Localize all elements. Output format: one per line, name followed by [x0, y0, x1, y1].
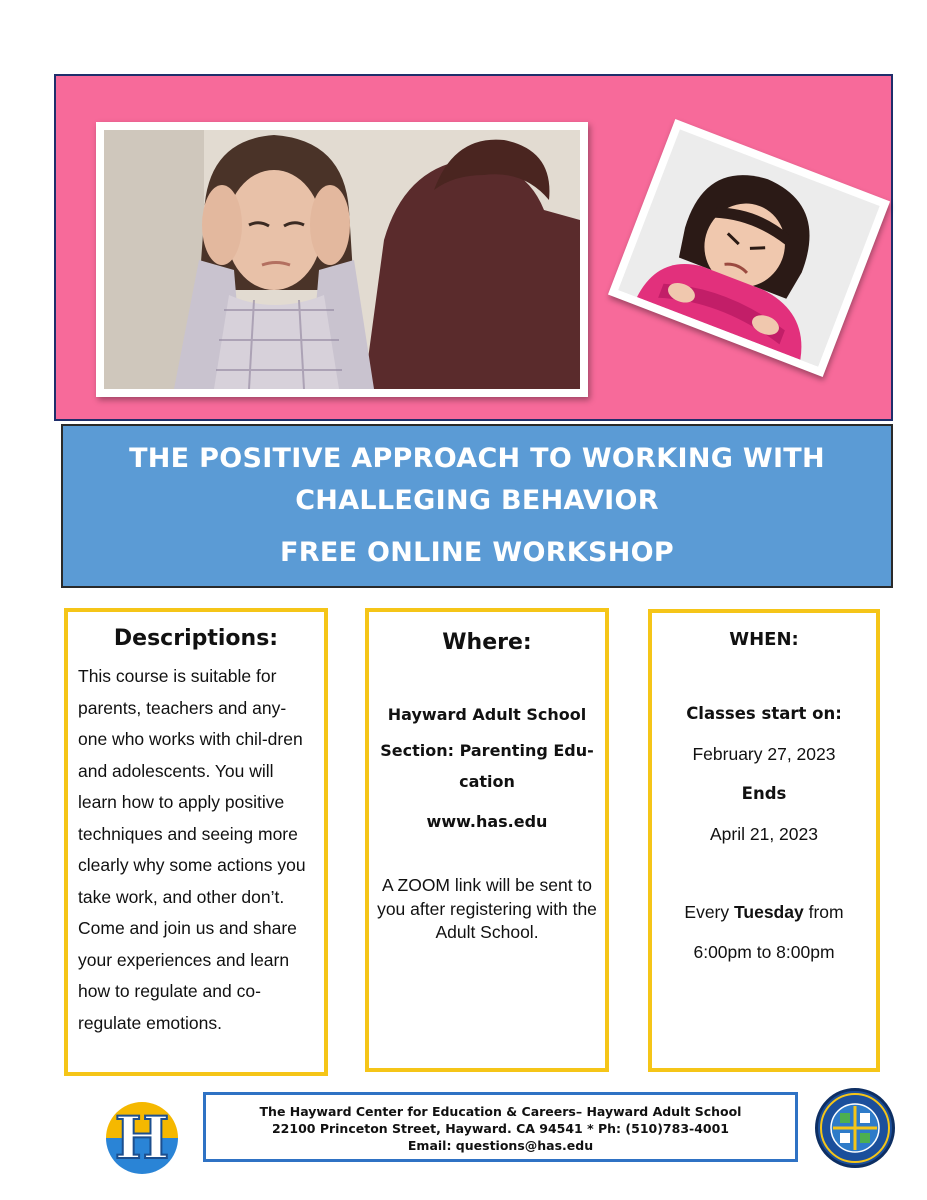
descriptions-heading: Descriptions: — [113, 626, 279, 651]
angry-girl-illustration — [618, 129, 879, 366]
website-link[interactable]: www.has.edu — [426, 812, 548, 831]
hero-banner — [54, 74, 893, 421]
descriptions-box — [64, 608, 328, 1076]
photo-stressed-woman — [96, 122, 588, 397]
where-section: Section: Parenting Edu-cation — [380, 741, 594, 791]
workshop-subtitle: FREE ONLINE WORKSHOP — [280, 537, 674, 568]
hayward-h-logo — [106, 1102, 178, 1174]
when-box — [648, 609, 880, 1072]
start-date: February 27, 2023 — [692, 744, 836, 764]
schedule-weekday: Tuesday — [734, 902, 804, 922]
where-box — [365, 608, 609, 1072]
schedule-suffix: from — [808, 902, 844, 922]
title-line-1: THE POSITIVE APPROACH TO WORKING WITH — [129, 443, 825, 474]
where-heading: Where: — [442, 630, 532, 655]
schedule-day — [652, 892, 876, 932]
footer-contact-box — [203, 1092, 798, 1162]
adult-school-seal-logo — [815, 1088, 895, 1168]
when-heading: WHEN: — [729, 629, 799, 650]
schedule-prefix: Every — [684, 902, 730, 922]
schedule-time: 6:00pm to 8:00pm — [693, 942, 835, 962]
zoom-note: A ZOOM link will be sent to you after registering with the Adult School. — [377, 875, 597, 942]
footer-email-line[interactable]: Email: questions@has.edu — [407, 1138, 594, 1153]
logo-letter: H — [114, 1104, 170, 1172]
end-date: April 21, 2023 — [710, 824, 818, 844]
footer-address-line: 22100 Princeton Street, Hayward. CA 94541 * Ph: (510)783-4001 — [271, 1121, 729, 1136]
footer-org-line: The Hayward Center for Education & Careers– Hayward Adult School — [259, 1104, 742, 1119]
end-label: Ends — [741, 784, 787, 803]
seal-emblem-icon — [818, 1091, 892, 1165]
start-label: Classes start on: — [686, 704, 842, 723]
where-organization: Hayward Adult School — [387, 705, 587, 724]
title-band — [61, 424, 893, 588]
photo-angry-girl — [608, 119, 890, 377]
descriptions-body: This course is suitable for parents, teachers and any-one who works with chil-dren and adolescents. You will learn how to apply positive techniques and seeing more clearly why some actions you take work, and other don’t. Come and join us and share your experiences and learn how to regulate and co-regulate emotions. — [78, 666, 306, 1033]
title-line-2: CHALLEGING BEHAVIOR — [295, 485, 659, 516]
stressed-woman-illustration — [104, 130, 580, 389]
